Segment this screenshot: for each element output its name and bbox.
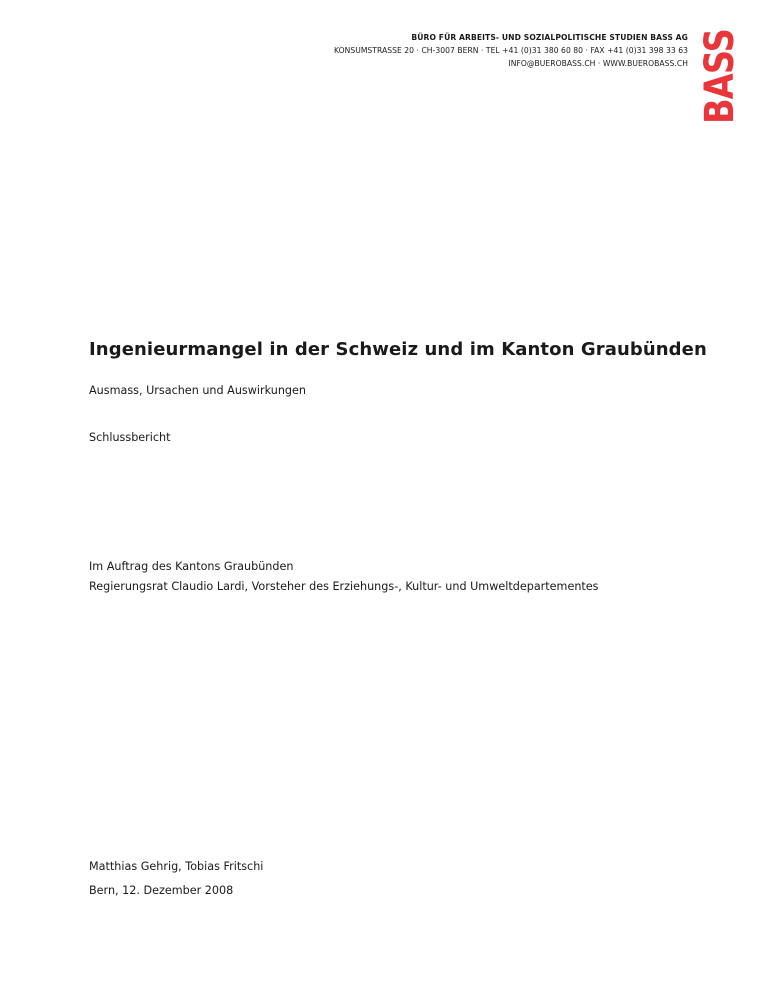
organization-contact: INFO@BUEROBASS.CH · WWW.BUEROBASS.CH [508,59,688,68]
organization-address: KONSUMSTRASSE 20 · CH-3007 BERN · TEL +41 (0)31 380 60 80 · FAX +41 (0)31 398 33 63 [333,46,688,55]
logo-text: BASS [697,10,743,124]
authors: Matthias Gehrig, Tobias Fritschi [89,860,264,873]
document-subtitle: Ausmass, Ursachen und Auswirkungen [89,384,306,397]
organization-name: BÜRO FÜR ARBEITS- UND SOZIALPOLITISCHE STUDIEN BASS AG [411,33,688,42]
commission-line-1: Im Auftrag des Kantons Graubünden [89,560,294,573]
commission-line-2: Regierungsrat Claudio Lardi, Vorsteher des Erziehungs-, Kultur- und Umweltdepartementes [89,580,599,593]
document-title: Ingenieurmangel in der Schweiz und im Kanton Graubünden [89,339,707,360]
report-type: Schlussbericht [89,431,171,444]
letterhead [334,31,688,70]
place-date: Bern, 12. Dezember 2008 [89,884,234,897]
bass-logo [697,10,743,124]
